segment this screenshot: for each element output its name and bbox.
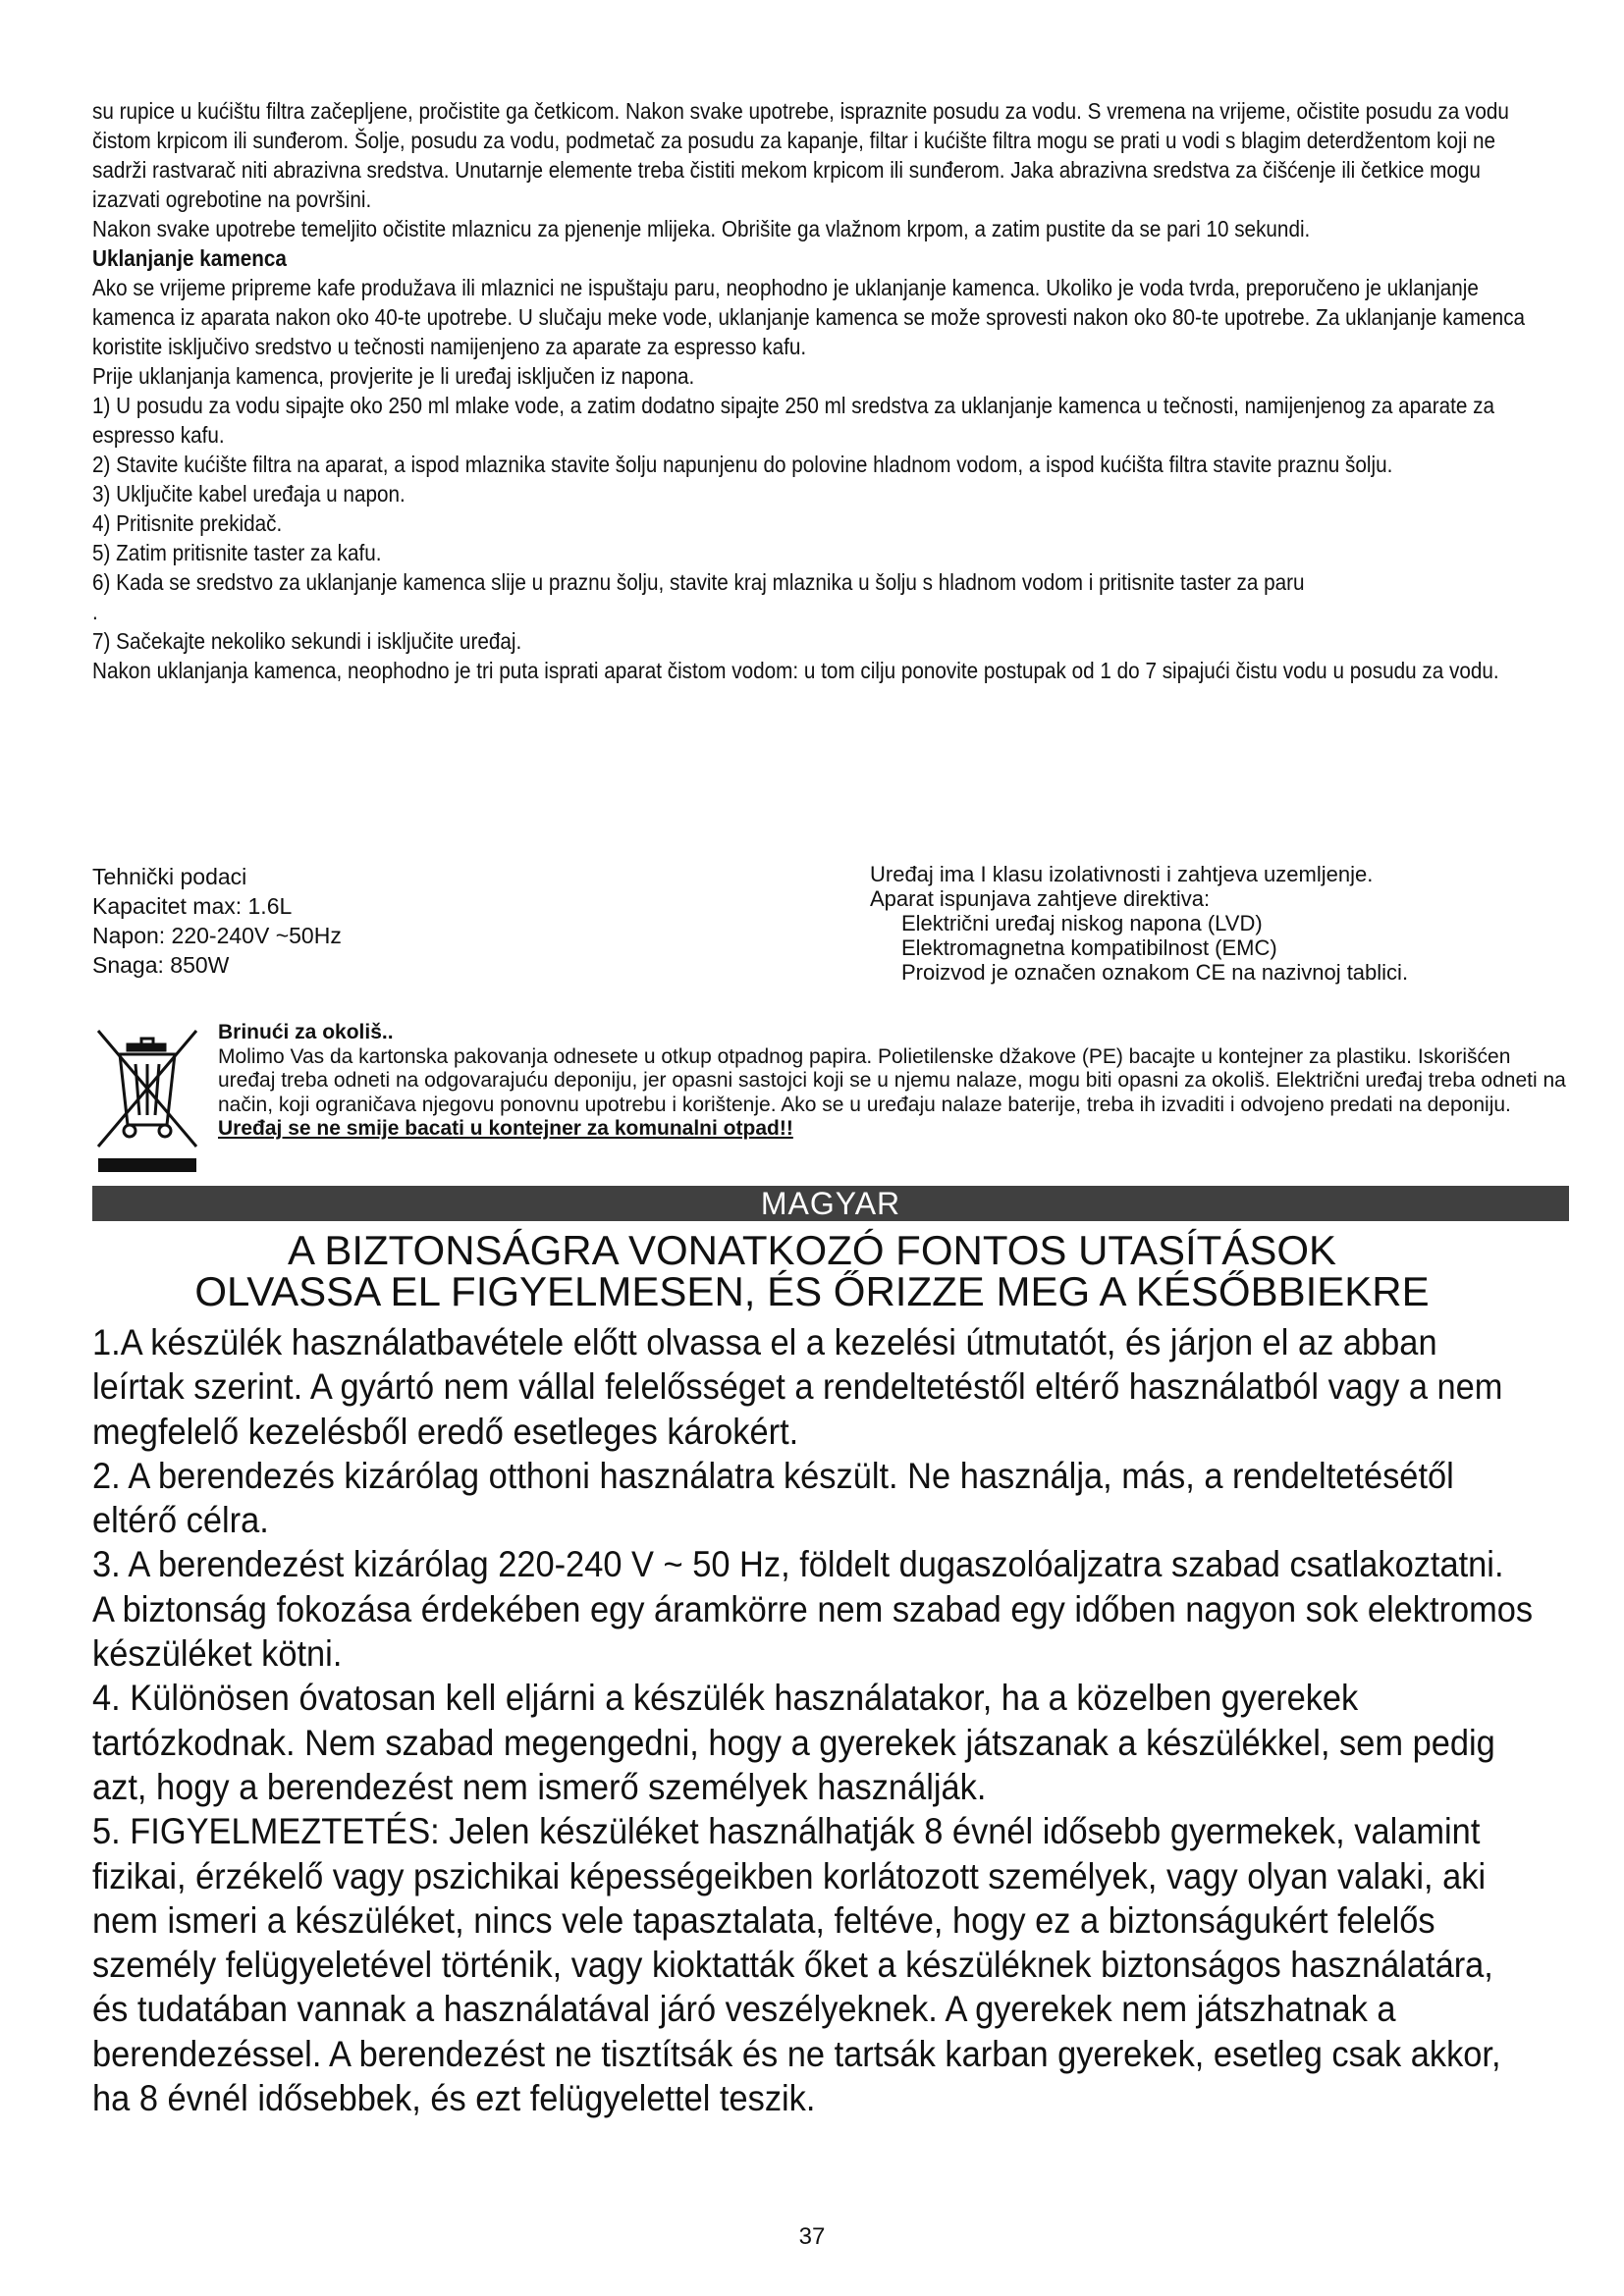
spec-title: Tehnički podaci [92, 864, 247, 889]
conformity-class: Uređaj ima I klasu izolativnosti i zahtjeva uzemljenje. [870, 862, 1374, 886]
descaling-step-7: 7) Sačekajte nekoliko sekundi i isključite uređaj. [92, 628, 522, 654]
descaling-step-2: 2) Stavite kućište filtra na aparat, a ispod mlaznika stavite šolju napunjenu do polovine hladnom vodom, a ispod kućišta filtra stavite praznu šolju. [92, 452, 1393, 477]
descaling-step-6-dot: . [92, 599, 98, 624]
descaling-heading: Uklanjanje kamenca [92, 245, 287, 271]
safety-title: A BIZTONSÁGRA VONATKOZÓ FONTOS UTASÍTÁSOK [287, 1227, 1337, 1273]
spec-voltage: Napon: 220-240V ~50Hz [92, 923, 342, 948]
safety-subtitle: OLVASSA EL FIGYELMESEN, ÉS ŐRIZZE MEG A KÉSŐBBIEKRE [194, 1268, 1430, 1314]
safety-item-2: 2. A berendezés kizárólag otthoni használatra készült. Ne használja, más, a rendeltetésétől eltérő célra. [92, 1455, 1454, 1541]
safety-item-1: 1.A készülék használatbavétele előtt olvassa el a kezelési útmutatót, és járjon el az abban leírtak szerint. A gyártó nem vállal felelősséget a rendeltetéstől eltérő használatból vagy a nem megfelelő kezelésből eredő esetleges károkért. [92, 1322, 1503, 1452]
spec-capacity: Kapacitet max: 1.6L [92, 893, 293, 919]
descaling-step-6: 6) Kada se sredstvo za uklanjanje kamenca slije u praznu šolju, stavite kraj mlaznika u šolju s hladnom vodom i pritisnite taster za paru [92, 569, 1305, 595]
descaling-step-3: 3) Uključite kabel uređaja u napon. [92, 481, 406, 507]
descaling-step-5: 5) Zatim pritisnite taster za kafu. [92, 540, 382, 565]
descaling-precaution: Prije uklanjanja kamenca, provjerite je li uređaj isključen iz napona. [92, 363, 695, 389]
environment-section [218, 1021, 1573, 1142]
page-number: 37 [798, 2223, 826, 2250]
nozzle-paragraph: Nakon svake upotrebe temeljito očistite mlaznicu za pjenenje mlijeka. Obrišite ga vlažnom krpom, a zatim pustite da se pari 10 sekundi. [92, 216, 1311, 241]
environment-heading: Brinući za okoliš.. [218, 1021, 394, 1043]
conformity-directives: Aparat ispunjava zahtjeve direktiva: [870, 886, 1211, 911]
conformity-block [870, 862, 1408, 985]
language-bar: MAGYAR [92, 1186, 1569, 1221]
safety-instructions [92, 1320, 1535, 2120]
cleaning-paragraph: su rupice u kućištu filtra začepljene, pročistite ga četkicom. Nakon svake upotrebe, ispraznite posudu za vodu. S vremena na vrijeme, očistite posudu za vodu čistom krpicom ili sunđerom. Šolje, posudu za vodu, podmetač za posudu za kapanje, filtar i kućište filtra mogu se prati u vodi s blagim deterdžentom koji ne sadrži rastvarač niti abrazivna sredstva. Unutarnje elemente treba čistiti mekom krpicom ili sunđerom. Jaka abrazivna sredstva za čišćenje ili četkice mogu izazvati ogrebotine na površini. [92, 98, 1509, 212]
safety-item-3-note: A biztonság fokozása érdekében egy áramkörre nem szabad egy időben nagyon sok elektromos készüléket kötni. [92, 1588, 1534, 1675]
conformity-emc: Elektromagnetna kompatibilnost (EMC) [901, 935, 1277, 960]
descaling-step-1: 1) U posudu za vodu sipajte oko 250 ml mlake vode, a zatim dodatno sipajte 250 ml sredstva za uklanjanje kamenca u tečnosti, namijenjenog za aparate za espresso kafu. [92, 393, 1494, 448]
conformity-lvd: Električni uređaj niskog napona (LVD) [901, 911, 1263, 935]
crossed-bin-icon [94, 1027, 200, 1182]
spec-power: Snaga: 850W [92, 952, 230, 978]
rinse-paragraph: Nakon uklanjanja kamenca, neophodno je tri puta isprati aparat čistom vodom: u tom cilju ponovite postupak od 1 do 7 sipajući čistu vodu u posudu za vodu. [92, 658, 1499, 683]
descaling-step-4: 4) Pritisnite prekidač. [92, 510, 283, 536]
descaling-intro: Ako se vrijeme pripreme kafe produžava ili mlaznici ne ispuštaju paru, neophodno je uklanjanje kamenca. Ukoliko je voda tvrda, preporučeno je uklanjanje kamenca iz aparata nakon oko 40-te upotrebe. U slučaju meke vode, uklanjanje kamenca se može sprovesti nakon oko 80-te upotrebe. Za uklanjanje kamenca koristite isključivo sredstvo u tečnosti namijenjeno za aparate za espresso kafu. [92, 275, 1526, 359]
disposal-warning: Uređaj se ne smije bacati u kontejner za komunalni otpad!! [218, 1117, 793, 1141]
safety-item-5: 5. FIGYELMEZTETÉS: Jelen készüléket használhatják 8 évnél idősebb gyermekek, valamint fizikai, érzékelő vagy pszichikai képességeikben korlátozott személyek, vagy olyan valaki, aki nem ismeri a készüléket, nincs vele tapasztalata, feltéve, hogy ez a biztonságukért felelős személy felügyeletével történik, vagy kioktatták őket a készüléknek biztonságos használatára, és tudatában vannak a használatával járó veszélyeknek. A gyerekek nem játszhatnak a berendezéssel. A berendezést ne tisztítsák és ne tartsák karban gyerekek, esetleg csak akkor, ha 8 évnél idősebbek, és ezt felügyelettel teszik. [92, 1811, 1501, 2119]
environment-body: Molimo Vas da kartonska pakovanja odnesete u otkup otpadnog papira. Polietilenske džakove (PE) bacajte u kontejner za plastiku. Iskorišćen uređaj treba odneti na odgovarajuću deponiju, jer opasni sastojci koji se u njemu nalaze, mogu biti opasni za okoliš. Električni uređaj treba odneti na način, koji ograničava njegovu ponovnu upotrebu i korištenje. Ako se u uređaju nalaze baterije, treba ih izvaditi i odvojeno predati na deponiju. [218, 1044, 1566, 1116]
cleaning-section [92, 96, 1542, 685]
safety-item-3: 3. A berendezést kizárólag 220-240 V ~ 50 Hz, földelt dugaszolóaljzatra szabad csatlakoztatni. [92, 1544, 1504, 1585]
safety-item-4: 4. Különösen óvatosan kell eljárni a készülék használatakor, ha a közelben gyerekek tartózkodnak. Nem szabad megengedni, hogy a gyerekek játszanak a készülékkel, sem pedig azt, hogy a berendezést nem ismerő személyek használják. [92, 1678, 1495, 1807]
technical-data [92, 862, 342, 980]
conformity-ce: Proizvod je označen oznakom CE na nazivnoj tablici. [901, 960, 1409, 985]
